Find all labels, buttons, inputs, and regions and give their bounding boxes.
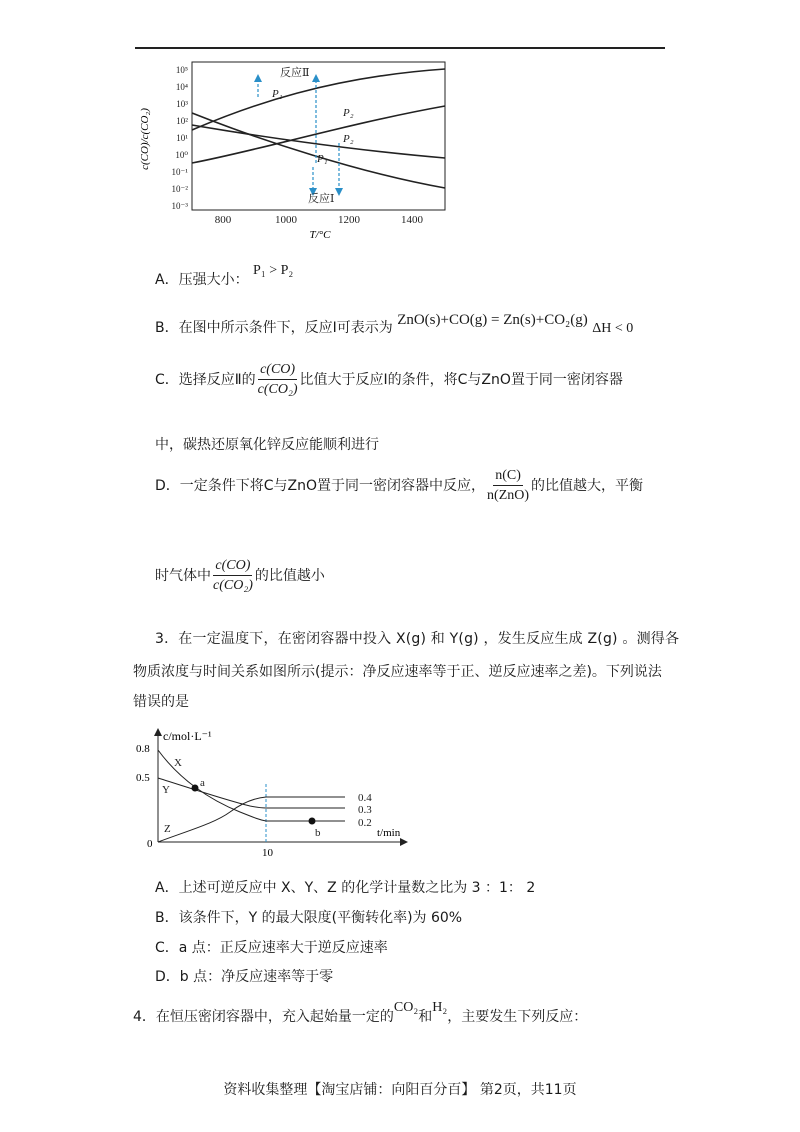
curve-reaction1-p1 <box>192 113 445 188</box>
y-tick: 10⁻¹ <box>171 167 188 177</box>
option-d-line2-post: 的比值越小 <box>254 567 325 584</box>
label-p2-top: P₂ <box>343 107 354 119</box>
plot-frame <box>192 62 445 210</box>
fraction-numerator: c(CO) <box>258 360 297 380</box>
option-b-text: B．在图中所示条件下，反应Ⅰ可表示为 <box>155 320 393 336</box>
x-axis-label: t/min <box>377 827 401 839</box>
value-0.3: 0.3 <box>358 804 372 816</box>
y-tick: 10⁴ <box>175 82 188 92</box>
x-tick: 1400 <box>401 214 423 226</box>
q3-stem-line2: 物质浓度与时间关系如图所示(提示：净反应速率等于正、逆反应速率之差)。下列说法 <box>133 664 662 680</box>
y-tick: 10⁻³ <box>171 201 188 211</box>
q2-option-b <box>155 312 634 339</box>
y-axis-label: c(CO)/c(CO₂) <box>139 108 151 170</box>
label-a: a <box>200 777 205 789</box>
label-reaction2: 反应Ⅱ <box>280 67 310 79</box>
option-a-text: A．压强大小： <box>155 272 249 288</box>
q3-option-a: A．上述可逆反应中 X、Y、Z 的化学计量数之比为 3 ：1： 2 <box>155 880 536 896</box>
x-tick: 1000 <box>275 214 297 226</box>
fraction-co-co2 <box>256 360 300 399</box>
q4-stem-post: ，主要发生下列反应： <box>447 1009 588 1025</box>
q3-option-d: D．b 点：净反应速率等于零 <box>155 969 334 985</box>
curve-Y <box>158 778 345 808</box>
y-tick-0.5: 0.5 <box>136 772 150 784</box>
q4-co2: CO₂ <box>393 1000 419 1015</box>
q3-stem-line3: 错误的是 <box>133 694 189 710</box>
y-tick-0.8: 0.8 <box>136 743 150 755</box>
q3-option-c: C．a 点：正反应速率大于逆反应速率 <box>155 940 388 956</box>
y-tick: 10² <box>176 116 188 126</box>
header-rule <box>135 47 665 49</box>
option-a-math: P₁ > P₂ <box>253 263 294 278</box>
option-d-pre: D．一定条件下将C与ZnO置于同一密闭容器中反应， <box>155 477 486 494</box>
curve-reaction2-p1 <box>192 69 445 130</box>
value-0.2: 0.2 <box>358 817 372 829</box>
q4-and: 和 <box>418 1009 433 1025</box>
q4-stem-pre: 4．在恒压密闭容器中，充入起始量一定的 <box>133 1009 394 1025</box>
y-axis-label: c/mol·L⁻¹ <box>163 729 212 743</box>
option-d-post: 的比值越大，平衡 <box>531 477 644 494</box>
fraction-denominator: c(CO₂) <box>213 578 253 593</box>
value-0.4: 0.4 <box>358 792 372 804</box>
x-axis-label: T/°C <box>309 229 331 241</box>
fraction-numerator: c(CO) <box>213 556 252 576</box>
q3-option-b: B．该条件下，Y 的最大限度(平衡转化率)为 60% <box>155 910 463 926</box>
origin-label: 0 <box>147 838 153 850</box>
label-b: b <box>315 827 321 839</box>
option-b-equation: ZnO(s)+CO(g) = Zn(s)+CO₂(g) <box>397 312 588 328</box>
fraction-co-co2-d <box>211 556 255 595</box>
label-p1-mid: P₁ <box>317 153 328 165</box>
fraction-numerator: n(C) <box>493 466 523 486</box>
option-c-post: 比值大于反应Ⅰ的条件，将C与ZnO置于同一密闭容器 <box>299 371 623 388</box>
label-p2-mid: P₂ <box>343 133 354 145</box>
page-footer: 资料收集整理【淘宝店铺：向阳百分百】 第2页，共11页 <box>223 1082 577 1098</box>
x-tick: 800 <box>214 214 232 226</box>
y-tick: 10³ <box>176 99 188 109</box>
q4-stem <box>133 1000 588 1028</box>
option-d-line2 <box>155 556 325 595</box>
label-X: X <box>174 757 182 769</box>
point-b <box>309 818 316 825</box>
x-tick-10: 10 <box>262 847 273 859</box>
point-a <box>192 785 199 792</box>
option-c-pre: C．选择反应Ⅱ的 <box>155 371 256 388</box>
label-Y: Y <box>162 784 170 796</box>
y-tick: 10⁵ <box>175 65 188 75</box>
figure-concentration-time <box>130 720 420 860</box>
y-tick: 10⁰ <box>175 150 188 160</box>
y-tick: 10⁻² <box>171 184 188 194</box>
label-reaction1: 反应Ⅰ <box>308 193 335 205</box>
x-tick: 1200 <box>338 214 360 226</box>
q4-h2: H₂ <box>432 1000 448 1015</box>
option-c-line2: 中，碳热还原氧化锌反应能顺利进行 <box>155 437 379 453</box>
label-p1-top: P₁ <box>272 88 283 100</box>
q3-stem-line1: 3．在一定温度下，在密闭容器中投入 X(g) 和 Y(g) ，发生反应生成 Z(g) 。测得各 <box>155 631 680 647</box>
curve-X <box>158 750 345 821</box>
label-Z: Z <box>164 823 171 835</box>
q2-option-d <box>155 466 643 505</box>
option-b-dh: ΔH < 0 <box>592 321 634 336</box>
fraction-denominator: c(CO₂) <box>257 382 298 397</box>
q2-option-c <box>155 360 623 399</box>
q2-option-a <box>155 263 294 291</box>
fraction-denominator: n(ZnO) <box>487 488 530 503</box>
fraction-c-zno <box>485 466 531 505</box>
figure-equilibrium-ratio <box>130 55 460 245</box>
y-tick: 10¹ <box>176 133 188 143</box>
option-d-line2-pre: 时气体中 <box>155 567 211 584</box>
